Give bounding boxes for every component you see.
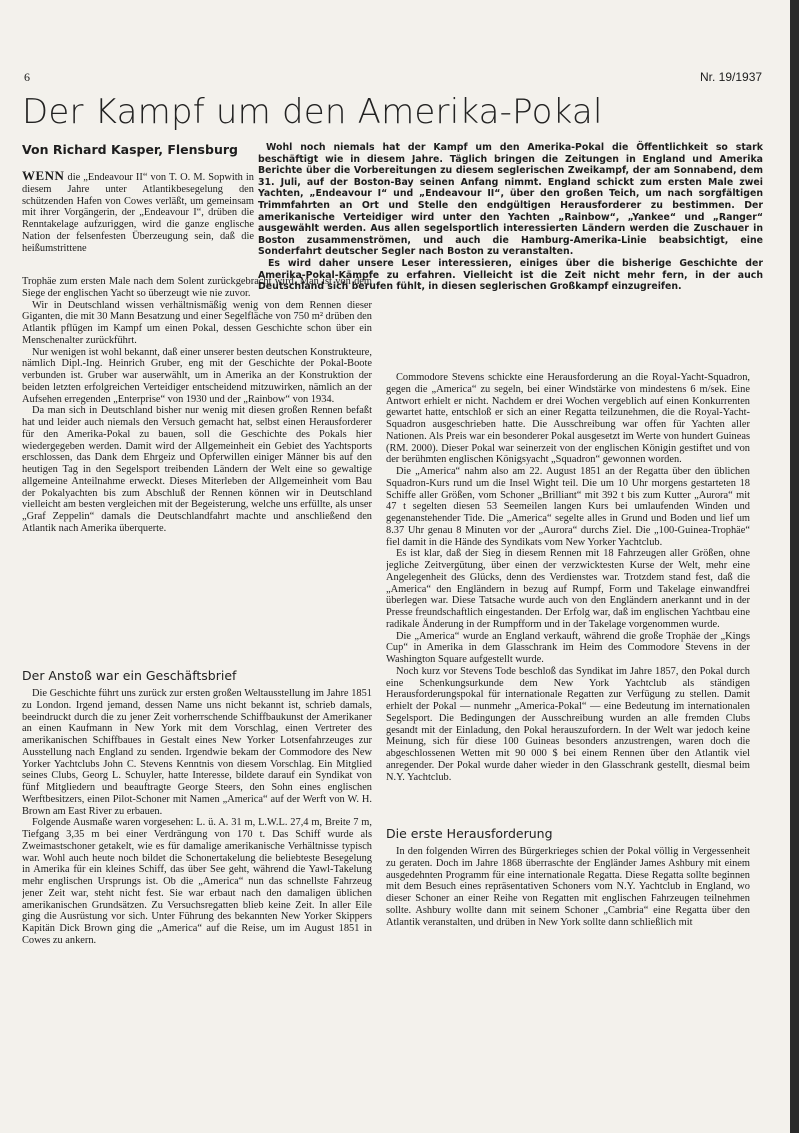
subheading-anstoss: Der Anstoß war ein Geschäftsbrief [22, 668, 237, 683]
paragraph: Trophäe zum ersten Male nach dem Solent zurückgebracht wird. Man ist von dem Siege der englischen Yacht so überzeugt wie nie zuvor. [22, 276, 372, 299]
page-number: 6 [24, 70, 30, 84]
byline: Von Richard Kasper, Flensburg [22, 142, 238, 157]
headline: Der Kampf um den Amerika-Pokal [22, 92, 603, 132]
dropcap: WENN [22, 170, 65, 183]
paragraph: Die „America“ nahm also am 22. August 1851 an der Regatta über den üblichen Squadron-Kurs rund um die Insel Wight teil. Die um 10 Uhr morgens gestarteten 18 Schiffe aller Größen, vom Schoner „Brilliant“ mit 392 t bis zum Kutter „Aurora“ mit 47 t segelten diesen 53 Seemeilen langen Kurs bei umlaufenden Winden und gegenanstehender Tide. Die „America“ segelte alles in Grund und Boden und lief um 8.37 Uhr genau 8 Minuten vor der „Aurora“ durchs Ziel. Die „100-Guinea-Trophäe“ fiel damit in die Hände des Syndikats vom New Yorker Yachtclub. [386, 466, 750, 548]
paragraph: In den folgenden Wirren des Bürgerkrieges schien der Pokal völlig in Vergessenheit zu geraten. Doch im Jahre 1868 überraschte der Engländer James Ashbury mit einem ausgedehnten Programm für eine internationale Regatta. Diese Regatta sollte beginnen mit dem Besuch eines repräsentativen Schoners vom N.Y. Yachtclub in England, wo dieser Schoner an einer Reihe von Regatten mit englischen Fahrzeugen teilnehmen sollte. Ashbury wollte dann mit seinem Schoner „Cambria“ eine Regatta über den Atlantik veranstalten, und drüben in New York sollte dann schließlich mit [386, 846, 750, 928]
paragraph: Die „America“ wurde an England verkauft, während die große Trophäe der „Kings Cup“ in Amerika in dem Glasschrank im Heim des Commodore Stevens in der Washington Square aufgestellt wurde. [386, 630, 750, 665]
column-right-bottom [386, 846, 750, 1086]
paragraph: Da man sich in Deutschland bisher nur wenig mit diesen großen Rennen befaßt hat und leider auch niemals den Versuch gemacht hat, selbst einen Herausforderer für den Amerika-Pokal zu bauen, soll die Geschichte des Pokals hier wiedergegeben werden. Damit wird der Allgemeinheit ein Gebiet des Yachtsports erschlossen, das Dank dem Ehrgeiz und Opferwillen einiger Männer bis auf den heutigen Tag in den Segelsport treibenden Ländern der Welt eine so gewaltige allgemeine Anteilnahme erweckt. Dieses Miterleben der Allgemeinheit vom Bau der Pokalyachten bis zum Abschluß der Rennen können wir in Deutschland vielleicht am besten vergleichen mit der Begeisterung, welche uns erfüllte, als unser „Graf Zeppelin“ damals die Deutschlandfahrt machte und anschließend den Atlantik nach Amerika überquerte. [22, 405, 372, 534]
column-left-bottom [22, 688, 372, 1088]
intro-paragraph: Wohl noch niemals hat der Kampf um den Amerika-Pokal die Öffentlichkeit so stark beschäftigt wie in diesem Jahre. Täglich bringen die Zeitungen in England und Amerika Berichte über die Vorbereitungen zu diesem seglerischen Zweikampf, der am Sonnabend, dem 31. Juli, auf der Boston-Bay seinen Anfang nimmt. England schickt zum ersten Male zwei Yachten, „Endeavour I“ und „Endeavour II“, über den großen Teich, um nach sorgfältigen Trimmfahrten an Ort und Stelle den endgültigen Herausforderer zu bestimmen. Der amerikanische Verteidiger wird unter den Yachten „Rainbow“, „Yankee“ und „Ranger“ ausgewählt werden. Aus allen segelsportlich interessierten Ländern werden die Zuschauer in Boston zusammenströmen, und auch die Hamburg-Amerika-Linie beabsichtigt, eine Sonderfahrt deutscher Segler nach Boston zu veranstalten. [258, 142, 763, 258]
opening-text: die „Endeavour II“ von T. O. M. Sopwith in diesem Jahre unter Atlantikbesegelung den schützenden Hafen von Cowes verläßt, um gemeinsam mit ihrer Vorgängerin, der „Endeavour I“, drüben die Renntakelage aufzuriggen, wird die ganze englische Nation der felsenfesten Überzeugung sein, daß die heißumstrittene [22, 172, 254, 254]
paragraph: Commodore Stevens schickte eine Herausforderung an die Royal-Yacht-Squadron, gegen die „America“ zu segeln, bei einer Windstärke von mindestens 6 m/sek. Eine Antwort erhielt er nicht. Nachdem er drei Wochen vergeblich auf einen Konkurrenten gewartet hatte, entschloß er sich an einer Regatta teilzunehmen, die die Royal-Yacht-Squadron ausgeschrieben hatte. Die Ausschreibung war offen für Yachten aller Nationen. Als Preis war ein besonderer Pokal ausgesetzt im Werte von hundert Guineas (RM. 2000). Dieser Pokal war seinerzeit von der englischen Königin gestiftet und von der berühmten englischen Königsyacht „Squadron“ gewonnen worden. [386, 372, 750, 466]
opening-paragraph [22, 170, 254, 254]
intro-paragraph: Es wird daher unsere Leser interessieren, einiges über die bisherige Geschichte der Amerika-Pokal-Kämpfe zu erfahren. Vielleicht ist die Zeit nicht mehr fern, in der auch Deutschland sich berufen fühlt, in diesen seglerischen Großkampf einzugreifen. [258, 257, 763, 293]
column-left-top [22, 170, 254, 278]
column-right-top [386, 372, 750, 824]
paragraph: Folgende Ausmaße waren vorgesehen: L. ü. A. 31 m, L.W.L. 27,4 m, Breite 7 m, Tiefgang 3,35 m bei einer Verdrängung von 170 t. Das Schiff wurde als Zweimastschoner getakelt, wie es für damalige amerikanische Verhältnisse typisch war. Wohl auch heute noch bildet die Schonertakelung die beliebteste Besegelung in Amerika für ein kleines Schiff, das über See geht, während die Yawl-Takelung mehr englischen Ursprungs ist. Ob die „America“ nun das schnellste Fahrzeug jener Zeit war, steht nicht fest. Sie war erbaut nach den damaligen üblichen amerikanischen Grundsätzen. Zu Versuchsregatten blieb keine Zeit. In aller Eile ging die Ausrüstung vor sich. Unter Führung des bekannten New Yorker Skippers Kapitän Dick Brown ging die „America“ auf die Reise, um im August 1851 in Cowes zu ankern. [22, 817, 372, 946]
column-left-wide [22, 276, 372, 661]
paragraph: Die Geschichte führt uns zurück zur ersten großen Weltausstellung im Jahre 1851 zu London. Irgend jemand, dessen Name uns nicht bekannt ist, schrieb damals, beeindruckt durch die zu jener Zeit vorherrschende Schiffbaukunst der Amerikaner an einen Kaufmann in New York mit dem Vorschlag, einen Vertreter des amerikanischen Schiffbaues in Gestalt eines New Yorker Lotsenfahrzeuges zur Ausstellung nach England zu senden. Irgendwie bekam der Commodore des New Yorker Yachtclubs John C. Stevens Kenntnis von diesem Vorschlag. Ein Mitglied seines Clubs, Georg L. Schuyler, hatte Interesse, bildete darauf ein Syndikat von fünf Mitgliedern und beauftragte George Steers, den Sohn eines englischen Werftbesitzers, einen Pilot-Schoner mit Namen „America“ auf der Werft von W. H. Brown am East River zu erbauen. [22, 688, 372, 817]
paragraph: Nur wenigen ist wohl bekannt, daß einer unserer besten deutschen Konstrukteure, nämlich Dipl.-Ing. Heinrich Gruber, eng mit der Geschichte der Pokal-Boote verbunden ist. Gruber war auserwählt, um in Amerika an der Konstruktion der beiden letzten erfolgreichen Verteidiger entscheidend mitzuwirken, nämlich an der Aufsehen erregenden „Enterprise“ von 1930 und der „Rainbow“ von 1934. [22, 346, 372, 405]
page-edge [790, 0, 799, 1133]
subheading-herausforderung: Die erste Herausforderung [386, 826, 553, 841]
intro-block [258, 142, 763, 293]
paragraph: Noch kurz vor Stevens Tode beschloß das Syndikat im Jahre 1857, den Pokal durch eine Schenkungsurkunde dem New York Yachtclub als ständigen Herausforderungspokal für internationale Regatten zur Verfügung zu stellen. Damit erhielt der Pokal — nunmehr „America-Pokal“ — eine Bedeutung im internationalen Segelsport. Die Bedingungen der Ausschreibung wurden an alle fremden Clubs gesandt mit der Einladung, den Pokal herauszufordern. In der Welt war jedoch keine Meinung, sich für diese 100 Guineas besonders anzustrengen, waren doch die abgeschlossenen Wetten mit 90 000 $ bei einem Rennen über den Atlantik viel anregender. Der Pokal wurde daher wieder in den Glasschrank gestellt, diesmal beim N.Y. Yachtclub. [386, 665, 750, 783]
issue-number: Nr. 19/1937 [700, 70, 763, 84]
paragraph: Es ist klar, daß der Sieg in diesem Rennen mit 18 Fahrzeugen aller Größen, ohne jegliche Zeitvergütung, über einen der verzwicktesten Kurse der Welt, mehr eine Angelegenheit des Glücks, denn des Verdienstes war. Trotzdem stand fest, daß die „America“ den Engländern in bezug auf Rumpf, Form und Takelage einwandfrei überlegen war. Diese Tatsache wurde auch von den Engländern anerkannt und in der Presse freundschaftlich eingestanden. Der Erfolg war, daß im englischen Yachtbau eine radikale Änderung in der Rumpfform und in der Takelage vorgenommen wurde. [386, 548, 750, 630]
paragraph: Wir in Deutschland wissen verhältnismäßig wenig von dem Rennen dieser Giganten, die mit 30 Mann Besatzung und einer Segelfläche von 750 m² drüben den Atlantik pflügen im Kampf um einen Pokal, dessen Geschichte schon über ein Menschenalter zurückführt. [22, 299, 372, 346]
